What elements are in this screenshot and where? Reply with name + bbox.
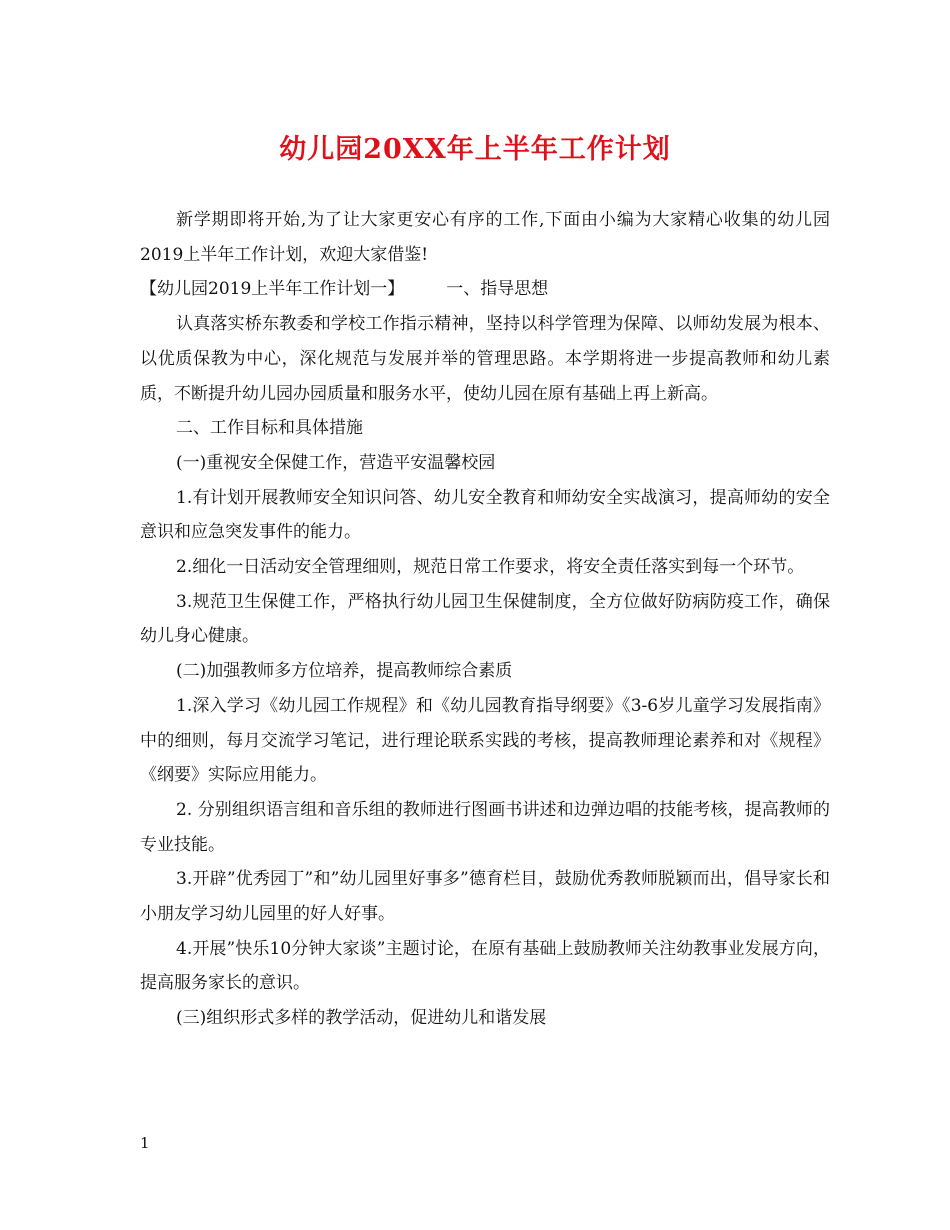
- paragraph-guiding-ideology: 认真落实桥东教委和学校工作指示精神，坚持以科学管理为保障、以师幼发展为根本、以优质保教为中心，深化规范与发展并举的管理思路。本学期将进一步提高教师和幼儿素质，不断提升幼儿园办园质量和服务水平，使幼儿园在原有基础上再上新高。: [140, 314, 830, 404]
- section-heading-goals: 二、工作目标和具体措施: [176, 418, 363, 439]
- training-item-1: 1.深入学习《幼儿园工作规程》和《幼儿园教育指导纲要》《3-6岁儿童学习发展指南》中的细则，每月交流学习笔记，进行理论联系实践的考核，提高教师理论素养和对《规程》《纲要》实际应用能力。: [140, 695, 830, 786]
- section-heading-guiding-ideology: 一、指导思想: [446, 279, 549, 300]
- document-body: [140, 203, 830, 1036]
- subsection-heading-safety: (一)重视安全保健工作，营造平安温馨校园: [176, 452, 496, 473]
- document-title: 幼儿园20XX年上半年工作计划: [279, 134, 671, 165]
- page-number: 1: [140, 1134, 150, 1152]
- safety-item-2: 2.细化一日活动安全管理细则，规范日常工作要求，将安全责任落实到每一个环节。: [176, 557, 805, 578]
- safety-item-1: 1.有计划开展教师安全知识问答、幼儿安全教育和师幼安全实战演习，提高师幼的安全意识和应急突发事件的能力。: [140, 487, 830, 543]
- training-item-3: 3.开辟”优秀园丁”和”幼儿园里好事多”德育栏目，鼓励优秀教师脱颖而出，倡导家长和小朋友学习幼儿园里的好人好事。: [140, 869, 830, 925]
- safety-item-3: 3.规范卫生保健工作，严格执行幼儿园卫生保健制度，全方位做好防病防疫工作，确保幼儿身心健康。: [140, 591, 830, 647]
- subsection-heading-teaching-activities: (三)组织形式多样的教学活动，促进幼儿和谐发展: [176, 1008, 547, 1029]
- plan-heading: 【幼儿园2019上半年工作计划一】: [140, 279, 405, 300]
- subsection-heading-teacher-training: (二)加强教师多方位培养，提高教师综合素质: [176, 661, 513, 682]
- training-item-4: 4.开展”快乐10分钟大家谈”主题讨论，在原有基础上鼓励教师关注幼教事业发展方向，提高服务家长的意识。: [140, 938, 830, 994]
- plan-heading-line: [140, 272, 830, 307]
- intro-paragraph: 新学期即将开始,为了让大家更安心有序的工作,下面由小编为大家精心收集的幼儿园2019上半年工作计划，欢迎大家借鉴!: [140, 210, 830, 265]
- training-item-2: 2. 分别组织语言组和音乐组的教师进行图画书讲述和边弹边唱的技能考核，提高教师的专业技能。: [140, 799, 830, 855]
